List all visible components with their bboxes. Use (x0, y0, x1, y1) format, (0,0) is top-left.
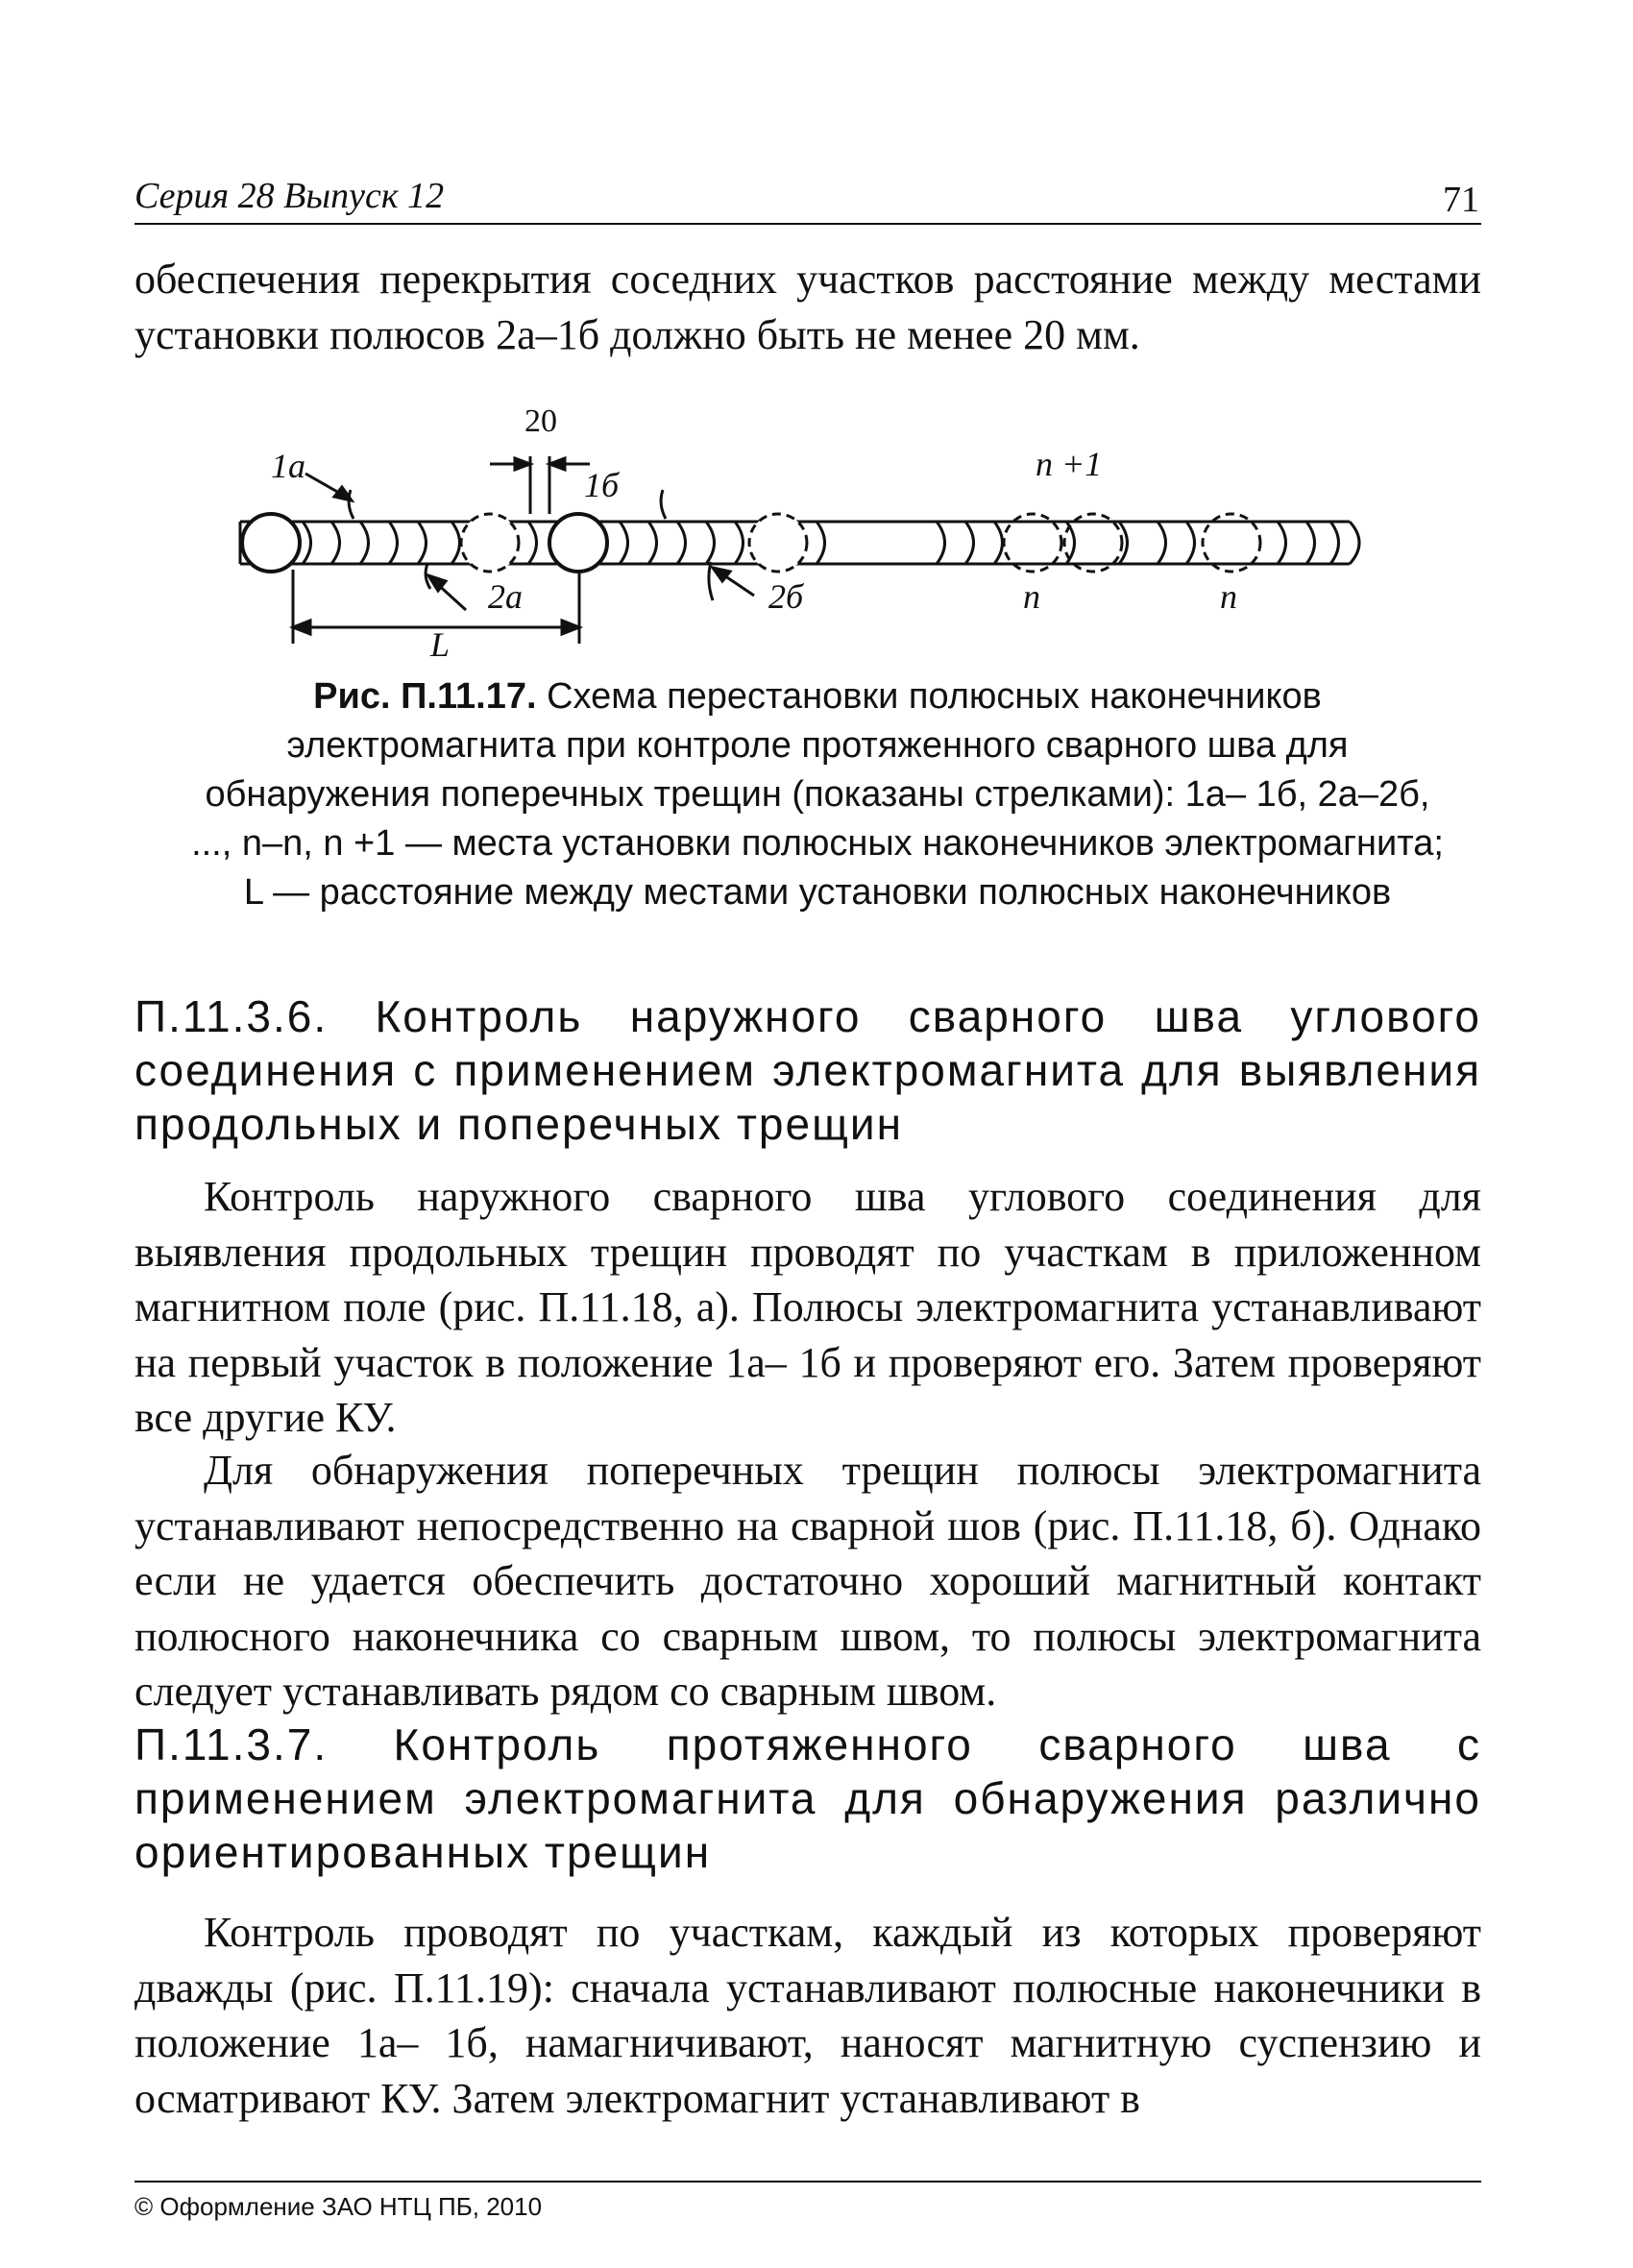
figure-weld-diagram (211, 408, 1402, 658)
paragraph-1 (134, 1169, 1481, 1446)
page-number: 71 (1443, 180, 1479, 220)
intro-paragraph-text: обеспечения перекрытия соседних участков расстояние между местами установки полюсов 2а–1б должно быть не менее 20 мм. (134, 256, 1481, 358)
pole-circle-2a (461, 514, 519, 572)
paragraph-2 (134, 1443, 1481, 1719)
dimension-20 (490, 456, 590, 514)
running-header-series: Серия 28 Выпуск 12 (134, 176, 445, 216)
paragraph-1-text: Контроль наружного сварного шва углового соединения для выявления продольных трещин проводят по участкам в приложенном магнитном поле (рис. П.11.18, а). Полюсы электромагнита устанавливают на первый участок в положение 1а– 1б и проверяют его. Затем проверяют все другие КУ. (134, 1173, 1481, 1441)
paragraph-3 (134, 1905, 1481, 2126)
intro-paragraph (134, 252, 1481, 362)
label-pole-2b: 2б (768, 577, 804, 616)
footer-rule (134, 2181, 1481, 2183)
paragraph-2-text: Для обнаружения поперечных трещин полюсы электромагнита устанавливают непосредственно на сварной шов (рис. П.11.18, б). Однако если не удается обеспечить достаточно хороший магнитный контакт полюсного наконечника со сварным швом, то полюсы электромагнита следует устанавливать рядом со сварным швом. (134, 1447, 1481, 1715)
figure-caption-label: Рис. П.11.17. (313, 676, 537, 717)
label-pole-n-2: n (1220, 577, 1237, 616)
label-pole-1a: 1а (271, 447, 305, 485)
weld-ripples (303, 522, 1339, 564)
label-pole-n-plus-1: n +1 (1036, 445, 1103, 483)
label-pole-n-1: n (1023, 577, 1040, 616)
pole-circle-1a (242, 514, 300, 572)
label-pole-1b: 1б (584, 466, 620, 504)
section-heading-p11-3-6: П.11.3.6. Контроль наружного сварного шва углового соединения с применением электромагнита для выявления продольных и поперечных трещин (134, 991, 1481, 1149)
copyright-footer: © Оформление ЗАО НТЦ ПБ, 2010 (134, 2192, 543, 2221)
weld-scheme-svg (211, 408, 1402, 658)
weld-seam-end (1350, 522, 1359, 564)
section-heading-p11-3-7: П.11.3.7. Контроль протяженного сварного шва с применением электромагнита для обнаружения различно ориентированных трещин (134, 1719, 1481, 1877)
figure-caption (183, 672, 1452, 917)
paragraph-3-text: Контроль проводят по участкам, каждый из которых проверяют дважды (рис. П.11.19): сначала устанавливают полюсные наконечники в положение 1а– 1б, намагничивают, наносят магнитную суспензию и осматривают КУ. Затем электромагнит устанавливают в (134, 1909, 1481, 2122)
label-dim-L: L (430, 625, 451, 658)
header-rule (134, 223, 1481, 225)
pole-circle-2b (749, 514, 807, 572)
figure-caption-text: Схема перестановки полюсных наконечников электромагнита при контроле протяженного сварного шва для обнаружения поперечных трещин (показаны стрелками): 1а– 1б, 2а–2б, ..., n–n, n +1 — места установки полюсных наконечников электромагнита; L — расстояние между местами установки полюсных наконечников (191, 676, 1444, 913)
label-pole-2a: 2а (488, 577, 523, 616)
pole-circle-1b (549, 514, 607, 572)
label-dim-20: 20 (524, 408, 557, 439)
